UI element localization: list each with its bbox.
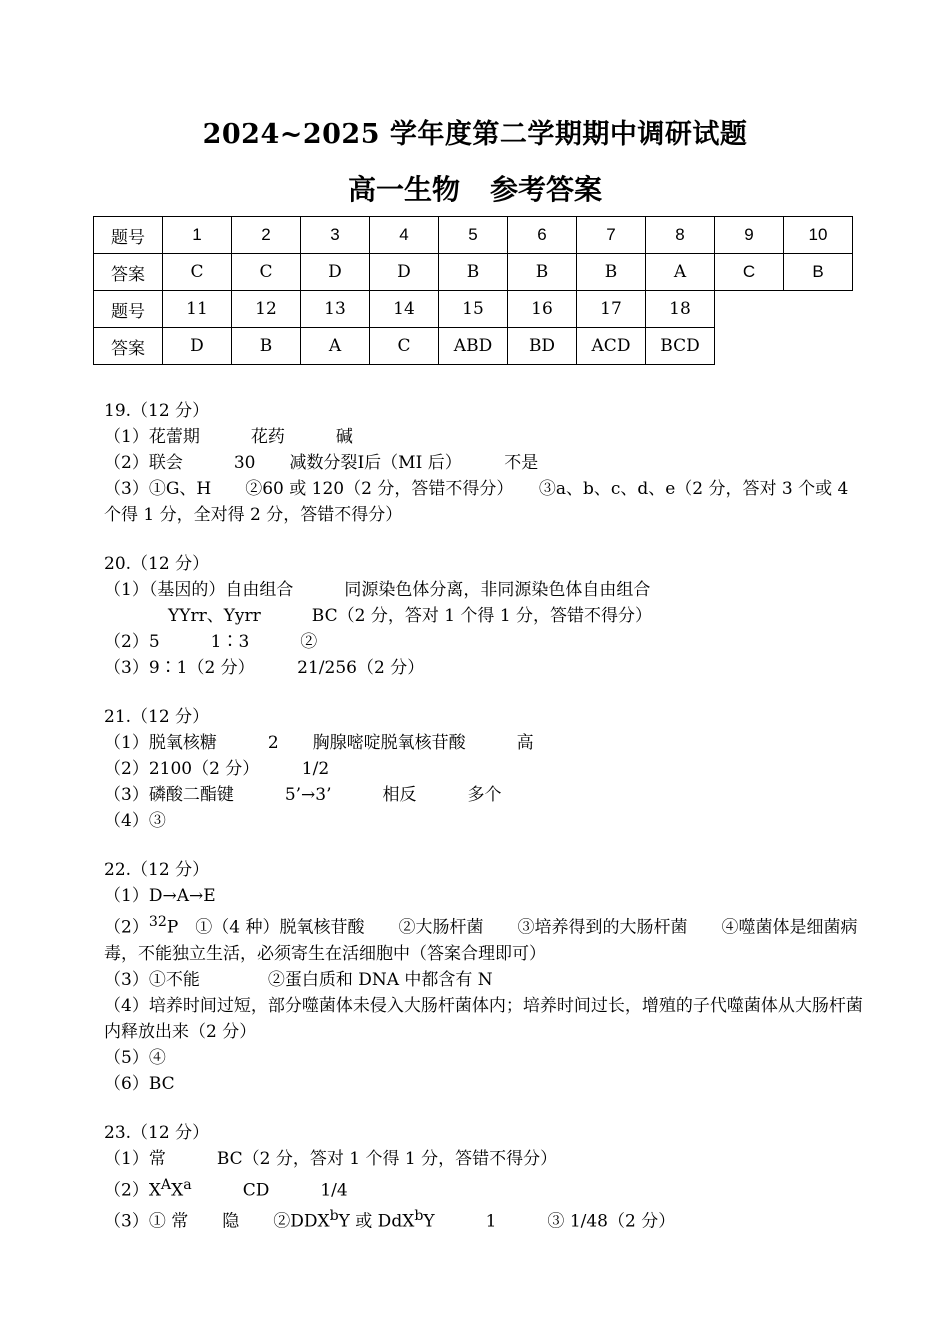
subject-label: 高一生物	[347, 173, 460, 206]
answer-line: （2）联会 30 减数分裂Ⅰ后（MI 后） 不是	[104, 453, 539, 473]
line-prefix: （2）	[104, 917, 149, 938]
line-text: （2）X	[104, 1180, 161, 1201]
answer-line: （1）（基因的）自由组合 同源染色体分离，非同源染色体自由组合	[104, 580, 651, 600]
page-title: 2024~2025 学年度第二学期期中调研试题	[202, 119, 748, 150]
question-heading: 19.（12 分）	[104, 401, 210, 421]
question-number: 16	[508, 291, 577, 328]
question-heading: 22.（12 分）	[104, 860, 210, 880]
table-row	[94, 254, 853, 291]
question-number: 17	[577, 291, 646, 328]
question-heading: 21.（12 分）	[104, 707, 210, 727]
answer-cell: A	[646, 254, 715, 291]
answer-cell: D	[301, 254, 370, 291]
question-number: 3	[301, 217, 370, 254]
answer-cell: BD	[508, 328, 577, 365]
line-text: X	[171, 1180, 184, 1201]
question-number: 11	[163, 291, 232, 328]
allele-superscript: b	[329, 1208, 339, 1225]
answer-line: （2）5 1∶3 ②	[104, 632, 318, 652]
answer-line	[104, 1203, 864, 1235]
empty-cell	[715, 291, 784, 328]
answer-line: （2）2100（2 分） 1/2	[104, 759, 330, 779]
answer-line: （3）①G、H ②60 或 120（2 分，答错不得分） ③a、b、c、d、e（2 分，答对 3 个或 4 个得 1 分，全对得 2 分，答错不得分）	[104, 479, 849, 525]
answer-line: （1）常 BC（2 分，答对 1 个得 1 分，答错不得分）	[104, 1148, 558, 1169]
row-label-answer: 答案	[94, 254, 163, 291]
answer-cell: ACD	[577, 328, 646, 365]
answer-line: （3）磷酸二酯键 5’→3’ 相反 多个	[104, 785, 502, 805]
row-label-question: 题号	[94, 291, 163, 328]
question-heading: 20.（12 分）	[104, 554, 210, 574]
question-number: 14	[370, 291, 439, 328]
empty-cell	[784, 328, 853, 365]
answer-cell: C	[163, 254, 232, 291]
table-row	[94, 328, 853, 365]
line-text: Y 1 ③ 1/48（2 分）	[423, 1211, 676, 1232]
question-number: 8	[646, 217, 715, 254]
answer-cell: D	[370, 254, 439, 291]
question-number: 5	[439, 217, 508, 254]
answer-cell: C	[232, 254, 301, 291]
answer-line: （4）③	[104, 811, 166, 831]
empty-cell	[715, 328, 784, 365]
line-text: CD 1/4	[191, 1180, 348, 1201]
answer-cell: B	[232, 328, 301, 365]
table-row	[94, 291, 853, 328]
table-row	[94, 217, 853, 254]
answer-key-label: 参考答案	[490, 173, 603, 206]
answer-cell: B	[508, 254, 577, 291]
answer-cell: B	[577, 254, 646, 291]
answer-line: （6）BC	[104, 1073, 175, 1094]
answer-line: （4）培养时间过短，部分噬菌体未侵入大肠杆菌体内；培养时间过长，增殖的子代噬菌体从大肠杆菌内释放出来（2 分）	[104, 995, 863, 1042]
isotope-superscript: 32	[148, 914, 167, 930]
answer-table	[93, 216, 853, 365]
row-label-answer: 答案	[94, 328, 163, 365]
answer-line: （5）④	[104, 1047, 166, 1068]
answer-cell: D	[163, 328, 232, 365]
answer-line: （1）脱氧核糖 2 胸腺嘧啶脱氧核苷酸 高	[104, 733, 534, 753]
answer-cell: BCD	[646, 328, 715, 365]
question-number: 9	[715, 217, 784, 254]
question-20	[104, 551, 864, 681]
allele-superscript: b	[414, 1208, 424, 1225]
question-22	[104, 857, 864, 1097]
question-21	[104, 704, 864, 834]
answer-line: （1）D→A→E	[104, 886, 216, 906]
question-number: 18	[646, 291, 715, 328]
answer-cell: ABD	[439, 328, 508, 365]
question-number: 12	[232, 291, 301, 328]
question-number: 10	[784, 217, 853, 254]
question-number: 15	[439, 291, 508, 328]
page-subtitle	[0, 168, 950, 208]
question-number: 2	[232, 217, 301, 254]
answer-list	[104, 398, 864, 1258]
answer-line: （1）花蕾期 花药 碱	[104, 427, 353, 447]
answer-cell: A	[301, 328, 370, 365]
allele-superscript: a	[183, 1176, 192, 1193]
empty-cell	[784, 291, 853, 328]
answer-cell: C	[715, 254, 784, 291]
answer-line: （3）①不能 ②蛋白质和 DNA 中都含有 N	[104, 969, 493, 990]
line-text: P ①（4 种）脱氧核苷酸 ②大肠杆菌 ③培养得到的大肠杆菌 ④噬菌体是细菌病毒，不能独立生活，必须寄生在活细胞中（答案合理即可）	[104, 917, 858, 964]
answer-cell: B	[784, 254, 853, 291]
row-label-question: 题号	[94, 217, 163, 254]
question-heading: 23.（12 分）	[104, 1122, 210, 1143]
question-number: 13	[301, 291, 370, 328]
line-text: Y 或 DdX	[338, 1211, 415, 1232]
answer-line: YYrr、Yyrr BC（2 分，答对 1 个得 1 分，答错不得分）	[168, 606, 653, 626]
allele-superscript: A	[160, 1176, 172, 1193]
answer-line: （3）9∶1（2 分） 21/256（2 分）	[104, 658, 425, 678]
answer-line	[104, 1172, 864, 1204]
question-number: 6	[508, 217, 577, 254]
answer-line	[104, 909, 864, 967]
question-number: 7	[577, 217, 646, 254]
question-number: 4	[370, 217, 439, 254]
question-number: 1	[163, 217, 232, 254]
question-23	[104, 1120, 864, 1235]
answer-cell: C	[370, 328, 439, 365]
line-text: （3）① 常 隐 ②DDX	[104, 1211, 330, 1232]
question-19	[104, 398, 864, 528]
answer-cell: B	[439, 254, 508, 291]
